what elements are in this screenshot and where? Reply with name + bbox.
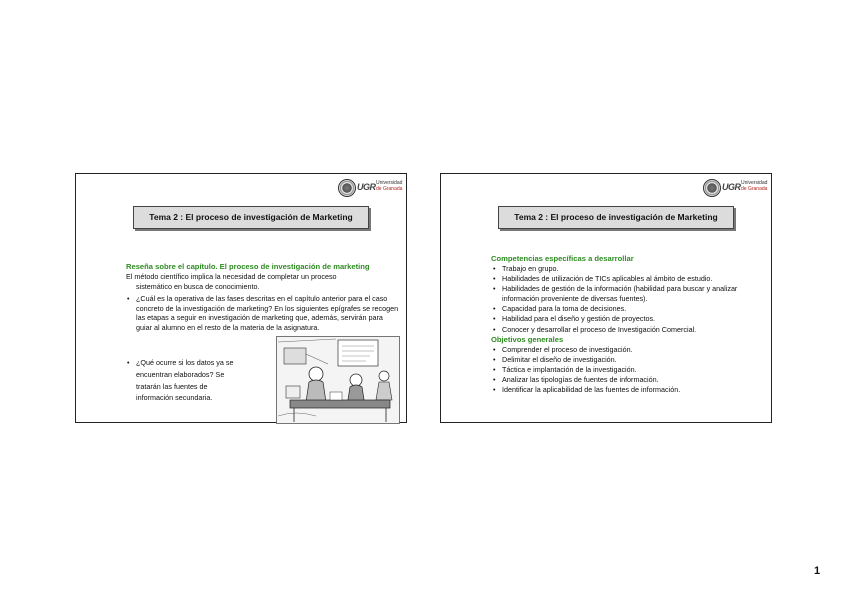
university-seal-icon: [703, 179, 721, 197]
bullet-list: [125, 357, 245, 404]
competencias-list: [491, 264, 763, 334]
office-cartoon-illustration-icon: [276, 336, 400, 424]
objetivos-list: [491, 345, 763, 395]
intro-line-1: El método científico implica la necesidad de completar un proceso: [126, 272, 337, 281]
objetivos-heading: Objetivos generales: [491, 334, 564, 344]
slide-1: [75, 173, 407, 423]
logo-text: [741, 180, 767, 192]
university-logo: [703, 179, 769, 197]
list-item: • Analizar las tipologías de fuentes de información.: [491, 375, 763, 385]
list-item: • Habilidad para el diseño y gestión de proyectos.: [491, 314, 763, 324]
list-item: • Habilidades de gestión de la información (habilidad para buscar y analizar información proveniente de diversas fuentes).: [491, 284, 763, 303]
university-logo: [338, 179, 404, 197]
logo-mark: UGR: [357, 182, 376, 192]
bullet-list: [125, 294, 399, 332]
intro-line-2: sistemático en busca de conocimiento.: [136, 281, 260, 291]
list-item: • Táctica e implantación de la investigación.: [491, 365, 763, 375]
slide-title: Tema 2 : El proceso de investigación de Marketing: [498, 206, 734, 229]
logo-mark: UGR: [722, 182, 741, 192]
list-item: • Comprender el proceso de investigación.: [491, 345, 763, 355]
intro-paragraph: [126, 272, 396, 291]
list-item: • Identificar la aplicabilidad de las fuentes de información.: [491, 385, 763, 395]
list-item: • Trabajo en grupo.: [491, 264, 763, 274]
page-number: 1: [814, 565, 821, 577]
university-seal-icon: [338, 179, 356, 197]
list-item: • Habilidades de utilización de TICs aplicables al ámbito de estudio.: [491, 274, 763, 284]
logo-line-2: de Granada: [376, 186, 403, 192]
list-item: • Delimitar el diseño de investigación.: [491, 355, 763, 365]
competencias-heading: Competencias específicas a desarrollar: [491, 254, 634, 263]
slide-title: Tema 2 : El proceso de investigación de Marketing: [133, 206, 369, 229]
section-heading: Reseña sobre el capítulo. El proceso de investigación de marketing: [126, 262, 370, 271]
logo-text: [376, 180, 402, 192]
list-item: • ¿Cuál es la operativa de las fases descritas en el capítulo anterior para el caso concreto de la investigación de marketing? En los siguientes epígrafes se recogen las etapas a seguir en investigación de marketing que, además, servirán para guiar al alumno en el resto de la materia de la asignatura.: [125, 294, 399, 332]
logo-line-1: Universidad: [376, 180, 403, 186]
list-item: • Capacidad para la toma de decisiones.: [491, 304, 763, 314]
logo-line-1: Universidad: [741, 180, 768, 186]
list-item: • Conocer y desarrollar el proceso de Investigación Comercial.: [491, 325, 763, 335]
slide-2: [440, 173, 772, 423]
logo-line-2: de Granada: [741, 186, 768, 192]
slide-content: [491, 254, 763, 396]
list-item: • ¿Qué ocurre si los datos ya se encuentran elaborados? Se tratarán las fuentes de información secundaria.: [125, 357, 245, 404]
